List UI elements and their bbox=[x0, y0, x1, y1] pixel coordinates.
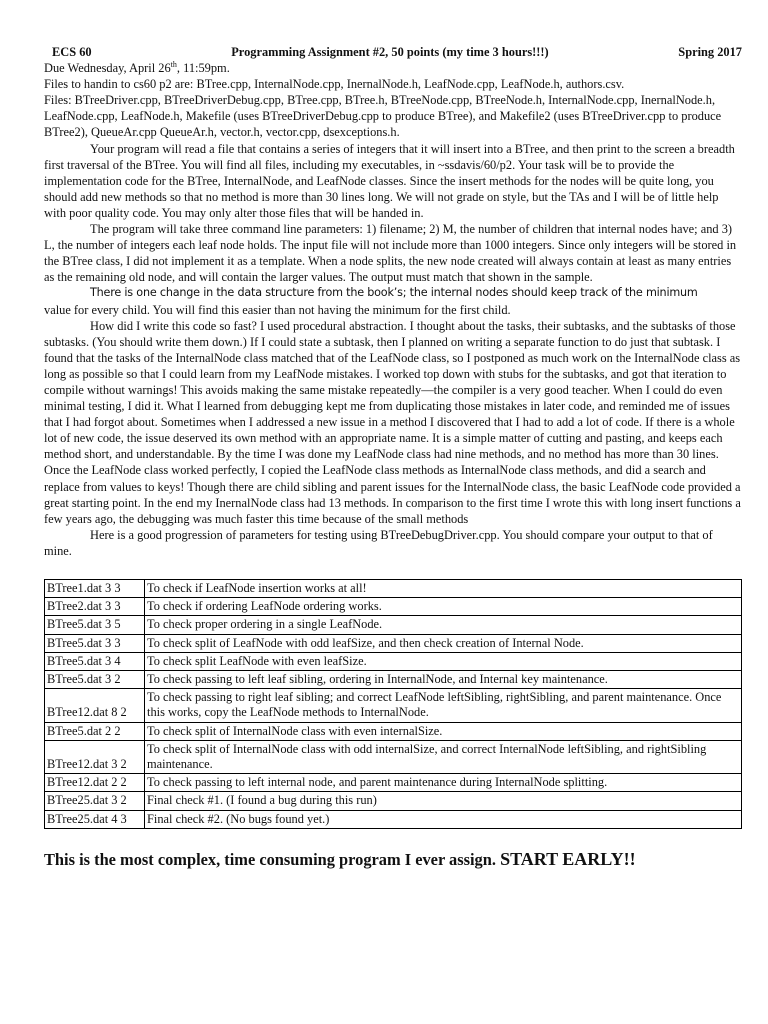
table-row bbox=[45, 652, 742, 670]
test-description-cell: To check split of InternalNode class with odd internalSize, and correct InternalNode leftSibling, and rightSibling maintenance. bbox=[145, 740, 742, 773]
table-row bbox=[45, 689, 742, 722]
test-description-cell: To check passing to right leaf sibling; and correct LeafNode leftSibling, rightSibling, and parent maintenance. Once this works, copy the LeafNode methods to InternalNode. bbox=[145, 689, 742, 722]
table-row bbox=[45, 774, 742, 792]
test-description-cell: To check split of LeafNode with odd leafSize, and then check creation of Internal Node. bbox=[145, 634, 742, 652]
document-page bbox=[44, 44, 742, 870]
test-description-cell: To check split LeafNode with even leafSize. bbox=[145, 652, 742, 670]
test-description-cell: To check split of InternalNode class with even internalSize. bbox=[145, 722, 742, 740]
handin-files: Files to handin to cs60 p2 are: BTree.cpp, InternalNode.cpp, InernalNode.h, LeafNode.cpp, LeafNode.h, authors.csv. bbox=[44, 77, 625, 92]
test-description-cell: To check passing to left internal node, and parent maintenance during InternalNode splitting. bbox=[145, 774, 742, 792]
test-command-cell: BTree5.dat 3 5 bbox=[45, 616, 145, 634]
test-description-cell: To check proper ordering in a single LeafNode. bbox=[145, 616, 742, 634]
all-files: Files: BTreeDriver.cpp, BTreeDriverDebug.cpp, BTree.cpp, BTree.h, BTreeNode.cpp, BTreeNode.h, InternalNode.cpp, InernalNode.h, LeafNode.cpp, LeafNode.h, Makefile (uses BTreeDriverDebug.cpp to produce BTree), and Makefile2 (uses BTreeDriver.cpp to produce BTree2), QueueAr.cpp QueueAr.h, vector.h, vector.cpp, dsexceptions.h. bbox=[44, 93, 722, 140]
table-row bbox=[45, 616, 742, 634]
due-date-time: , 11:59pm. bbox=[176, 61, 230, 76]
table-row bbox=[45, 740, 742, 773]
test-description-cell: Final check #2. (No bugs found yet.) bbox=[145, 810, 742, 828]
test-command-cell: BTree1.dat 3 3 bbox=[45, 580, 145, 598]
paragraph-progression: Here is a good progression of parameters for testing using BTreeDebugDriver.cpp. You should compare your output to that of mine. bbox=[44, 527, 713, 558]
due-date bbox=[44, 60, 742, 76]
test-command-cell: BTree5.dat 3 2 bbox=[45, 671, 145, 689]
test-command-cell: BTree5.dat 2 2 bbox=[45, 722, 145, 740]
paragraph-parameters: The program will take three command line parameters: 1) filename; 2) M, the number of children that internal nodes have; and 3) L, the number of integers each leaf node holds. The input file will not include more than 1000 integers. Since only integers will be stored in the BTree class, I did not implement it as a template. When a node splits, the new node created will always contain at least as many entries as the remaining old node, and will contain the larger values. The output must match that shown in the sample. bbox=[44, 222, 737, 285]
test-description-cell: To check if LeafNode insertion works at all! bbox=[145, 580, 742, 598]
footer-emphasis: START EARLY!! bbox=[500, 848, 636, 869]
test-command-cell: BTree5.dat 3 4 bbox=[45, 652, 145, 670]
paragraph-overview: Your program will read a file that contains a series of integers that it will insert into a BTree, and then print to the screen a breadth first traversal of the BTree. You will find all files, including my executables, in ~ssdavis/60/p2. Your task will be to provide the implementation code for the BTree, InternalNode, and LeafNode classes. Since the insert methods for the nodes will be quite long, you should add new methods so that no method is more than 30 lines long. We will not grade on style, but the TAs and I will be of little help with poor quality code. You may only alter those files that will be handed in. bbox=[44, 141, 735, 220]
paragraph-how: How did I write this code so fast? I used procedural abstraction. I thought about the tasks, their subtasks, and the subtasks of those subtasks. (You should write them down.) If I could state a subtask, then I planned on writing a separate function to do just that subtask. I found that the tasks of the InternalNode class matched that of the LeafNode class, so I postponed as much work on the InternalNode class as long as possible so that I could learn from my LeafNode mistakes. I worked top down with stubs for the subtasks, and got that iteration to compile without warnings! This avoids making the same mistake repeatedly—the compiler is a very good teacher. When I could do even minimal testing, I did it. What I learned from debugging kept me from duplicating those mistakes in later code, and reminded me of issues that I had forgot about. Sometimes when I addressed a new issue in a method I discovered that I had to add a lot of code. If there is a whole lot of new code, the issue deserved its own method with an appropriate name. It is a simple matter of cutting and pasting, and keeps each method short, and understandable. By the time I was done my LeafNode class had nine methods, and no method has more than 30 lines. Once the LeafNode class worked perfectly, I copied the LeafNode class methods as InternalNode class methods, and did a search and replace from values to keys! Though there are child sibling and parent issues for the InternalNode class, the basic LeafNode code provided a great starting point. In the end my InernalNode class had 13 methods. In comparison to the first time I wrote this with long insert functions a few years ago, the debugging was much faster this time because of the small methods bbox=[44, 318, 741, 526]
test-command-cell: BTree12.dat 3 2 bbox=[45, 740, 145, 773]
test-command-cell: BTree12.dat 8 2 bbox=[45, 689, 145, 722]
footer-warning bbox=[44, 849, 742, 870]
assignment-title: Programming Assignment #2, 50 points (my time 3 hours!!!) bbox=[231, 45, 549, 59]
test-command-cell: BTree12.dat 2 2 bbox=[45, 774, 145, 792]
test-command-cell: BTree25.dat 3 2 bbox=[45, 792, 145, 810]
test-command-cell: BTree25.dat 4 3 bbox=[45, 810, 145, 828]
due-date-text: Due Wednesday, April 26 bbox=[44, 61, 171, 76]
test-description-cell: Final check #1. (I found a bug during this run) bbox=[145, 792, 742, 810]
table-row bbox=[45, 598, 742, 616]
term: Spring 2017 bbox=[678, 45, 742, 59]
table-row bbox=[45, 634, 742, 652]
table-row bbox=[45, 810, 742, 828]
page-header bbox=[44, 44, 742, 60]
table-row bbox=[45, 792, 742, 810]
test-command-cell: BTree2.dat 3 3 bbox=[45, 598, 145, 616]
test-command-cell: BTree5.dat 3 3 bbox=[45, 634, 145, 652]
course-code: ECS 60 bbox=[52, 45, 92, 59]
test-description-cell: To check passing to left leaf sibling, ordering in InternalNode, and Internal key maintenance. bbox=[145, 671, 742, 689]
due-date-suffix: th bbox=[170, 59, 177, 69]
table-row bbox=[45, 722, 742, 740]
paragraph-change-line1: There is one change in the data structure from the book’s; the internal nodes should keep track of the minimum bbox=[90, 286, 698, 300]
test-description-cell: To check if ordering LeafNode ordering works. bbox=[145, 598, 742, 616]
footer-text: This is the most complex, time consuming program I ever assign. bbox=[44, 849, 501, 869]
table-row bbox=[45, 580, 742, 598]
paragraph-change-line2: value for every child. You will find this easier than not having the minimum for the first child. bbox=[44, 302, 511, 317]
table-row bbox=[45, 671, 742, 689]
test-table bbox=[44, 579, 742, 829]
